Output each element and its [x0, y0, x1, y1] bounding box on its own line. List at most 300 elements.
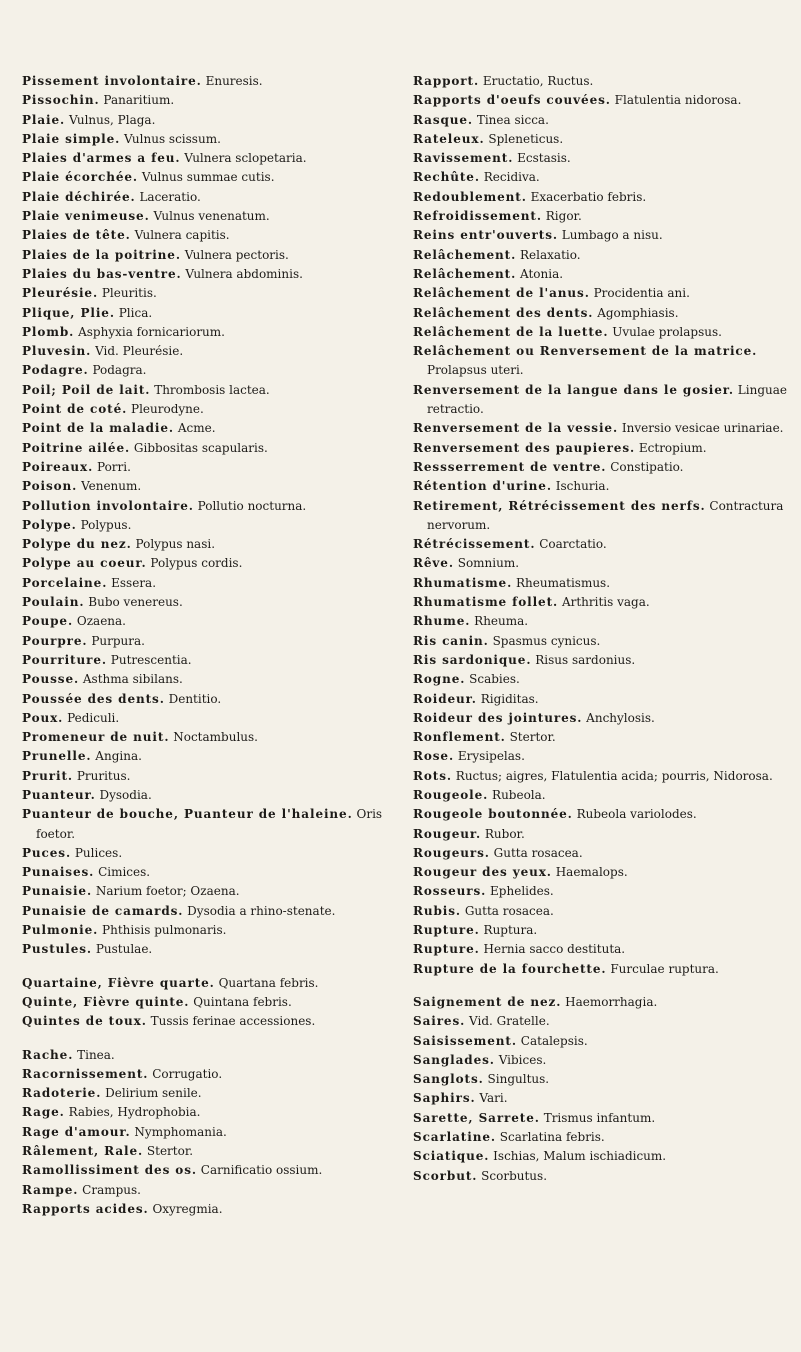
french-term: Pleurésie. [22, 286, 99, 301]
latin-equivalent: Risus sardonius. [535, 652, 636, 667]
french-term: Reins entr'ouverts. [413, 228, 558, 243]
dictionary-entry [413, 323, 793, 342]
dictionary-entry [22, 863, 392, 882]
french-term: Rampe. [22, 1182, 79, 1197]
dictionary-entry [413, 226, 793, 245]
latin-equivalent: Tussis ferinae accessiones. [150, 1014, 316, 1029]
latin-equivalent: Gibbositas scapularis. [133, 440, 268, 455]
french-term: Saignement de nez. [413, 994, 562, 1009]
dictionary-entry [22, 974, 392, 993]
french-term: Quinte, Fièvre quinte. [22, 994, 190, 1009]
french-term: Râlement, Rale. [22, 1144, 144, 1159]
dictionary-entry [22, 226, 392, 245]
latin-equivalent: Rubor. [484, 826, 525, 841]
french-term: Relâchement ou Renversement de la matrice. [413, 344, 758, 359]
latin-equivalent: Inversio vesicae urinariae. [621, 421, 784, 436]
french-term: Roideur des jointures. [413, 710, 583, 725]
dictionary-entry [22, 921, 392, 940]
french-term: Poupe. [22, 614, 74, 629]
latin-equivalent: Purpura. [91, 633, 145, 648]
dictionary-entry [413, 342, 793, 381]
french-term: Plaie simple. [22, 131, 121, 146]
dictionary-entry [22, 458, 392, 477]
latin-equivalent: Rigiditas. [480, 691, 539, 706]
latin-equivalent: Ectropium. [638, 440, 707, 455]
dictionary-entry [413, 690, 793, 709]
latin-equivalent: Haemalops. [555, 865, 628, 880]
dictionary-entry [413, 477, 793, 496]
latin-equivalent: Pruritus. [76, 768, 131, 783]
latin-equivalent: Stertor. [509, 730, 556, 745]
dictionary-entry [413, 304, 793, 323]
left-column [22, 72, 392, 1219]
latin-equivalent: Vulnera abdominis. [185, 266, 303, 281]
dictionary-entry [413, 805, 793, 824]
dictionary-entry [22, 381, 392, 400]
french-term: Rache. [22, 1047, 74, 1062]
french-term: Polype. [22, 517, 77, 532]
latin-equivalent: Vari. [479, 1091, 508, 1106]
latin-equivalent: Thrombosis lactea. [154, 382, 270, 397]
dictionary-entry [413, 246, 793, 265]
dictionary-entry [22, 670, 392, 689]
french-term: Rupture. [413, 923, 480, 938]
latin-equivalent: Dysodia a rhino-stenate. [187, 903, 336, 918]
dictionary-entry [413, 207, 793, 226]
latin-equivalent: Angina. [95, 749, 142, 764]
latin-equivalent: Rigor. [545, 209, 582, 224]
french-term: Plaie écorchée. [22, 170, 138, 185]
latin-equivalent: Scorbutus. [481, 1168, 548, 1183]
dictionary-entry [22, 323, 392, 342]
dictionary-entry [413, 188, 793, 207]
latin-equivalent: Coarctatio. [539, 537, 607, 552]
french-term: Plomb. [22, 324, 75, 339]
french-term: Pourriture. [22, 652, 107, 667]
latin-equivalent: Narium foetor; Ozaena. [95, 884, 240, 899]
french-term: Puanteur de bouche, Puanteur de l'haleine. [22, 807, 353, 822]
dictionary-entry [22, 1142, 392, 1161]
dictionary-entry [413, 651, 793, 670]
french-term: Rupture. [413, 942, 480, 957]
french-term: Roideur. [413, 691, 477, 706]
latin-equivalent: Procidentia ani. [593, 286, 690, 301]
latin-equivalent: Bubo venereus. [88, 595, 183, 610]
french-term: Pollution involontaire. [22, 498, 194, 513]
french-term: Sarette, Sarrete. [413, 1110, 540, 1125]
dictionary-entry [413, 72, 793, 91]
dictionary-entry [22, 304, 392, 323]
latin-equivalent: Essera. [111, 575, 157, 590]
french-term: Rougeole. [413, 787, 489, 802]
latin-equivalent: Crampus. [82, 1182, 141, 1197]
french-term: Podagre. [22, 363, 89, 378]
latin-equivalent: Delirium senile. [105, 1086, 202, 1101]
french-term: Polype au coeur. [22, 556, 147, 571]
french-term: Rapports acides. [22, 1201, 149, 1216]
dictionary-entry [22, 786, 392, 805]
dictionary-entry [413, 960, 793, 979]
dictionary-entry [413, 554, 793, 573]
latin-equivalent: Ischias, Malum ischiadicum. [493, 1149, 667, 1164]
french-term: Poil; Poil de lait. [22, 382, 151, 397]
section-p [22, 72, 392, 960]
dictionary-entry [22, 612, 392, 631]
french-term: Poux. [22, 710, 64, 725]
french-term: Rechûte. [413, 170, 480, 185]
dictionary-entry [22, 554, 392, 573]
dictionary-entry [22, 1161, 392, 1180]
french-term: Punaisie. [22, 884, 93, 899]
dictionary-entry [22, 477, 392, 496]
french-term: Radoterie. [22, 1086, 102, 1101]
latin-equivalent: Constipatio. [610, 459, 684, 474]
section-q [22, 974, 392, 1032]
dictionary-entry [22, 188, 392, 207]
dictionary-entry [22, 168, 392, 187]
french-term: Pousse. [22, 672, 80, 687]
dictionary-entry [22, 902, 392, 921]
dictionary-entry [22, 882, 392, 901]
french-term: Ris canin. [413, 633, 489, 648]
latin-equivalent: Haemorrhagia. [565, 994, 658, 1009]
dictionary-entry [413, 921, 793, 940]
latin-equivalent: Polypus cordis. [150, 556, 243, 571]
latin-equivalent: Polypus. [80, 517, 132, 532]
latin-equivalent: Vid. Pleurésie. [95, 344, 184, 359]
latin-equivalent: Erysipelas. [457, 749, 525, 764]
latin-equivalent: Dentitio. [168, 691, 222, 706]
french-term: Rupture de la fourchette. [413, 961, 607, 976]
dictionary-entry [22, 1046, 392, 1065]
french-term: Rougeur. [413, 826, 482, 841]
dictionary-entry [22, 593, 392, 612]
latin-equivalent: Carnificatio ossium. [200, 1163, 323, 1178]
french-term: Plaies de tête. [22, 228, 131, 243]
section-gap [22, 960, 392, 974]
dictionary-entry [413, 168, 793, 187]
french-term: Pissochin. [22, 93, 100, 108]
dictionary-entry [22, 747, 392, 766]
dictionary-entry [22, 767, 392, 786]
dictionary-entry [22, 265, 392, 284]
dictionary-entry [22, 535, 392, 554]
latin-equivalent: Atonia. [520, 266, 564, 281]
latin-equivalent: Lumbago a nisu. [561, 228, 663, 243]
french-term: Retirement, Rétrécissement des nerfs. [413, 498, 706, 513]
dictionary-entry [413, 1147, 793, 1166]
latin-equivalent: Arthritis vaga. [561, 595, 650, 610]
latin-equivalent: Tinea. [77, 1047, 115, 1062]
french-term: Prurit. [22, 768, 73, 783]
latin-equivalent: Venenum. [81, 479, 142, 494]
latin-equivalent: Corrugatio. [152, 1066, 223, 1081]
dictionary-entry [413, 1167, 793, 1186]
french-term: Punaisie de camards. [22, 903, 184, 918]
latin-equivalent: Furculae ruptura. [610, 961, 719, 976]
dictionary-entry [413, 728, 793, 747]
dictionary-entry [22, 246, 392, 265]
latin-equivalent: Podagra. [92, 363, 147, 378]
latin-equivalent: Asthma sibilans. [82, 672, 183, 687]
dictionary-entry [22, 940, 392, 959]
dictionary-entry [413, 670, 793, 689]
french-term: Prunelle. [22, 749, 92, 764]
latin-equivalent: Prolapsus uteri. [427, 363, 524, 378]
french-term: Redoublement. [413, 189, 527, 204]
french-term: Point de coté. [22, 402, 128, 417]
french-term: Plaie. [22, 112, 66, 127]
dictionary-entry [22, 844, 392, 863]
dictionary-entry [22, 400, 392, 419]
french-term: Plique, Plie. [22, 305, 115, 320]
latin-equivalent: Exacerbatio febris. [530, 189, 647, 204]
dictionary-entry [22, 709, 392, 728]
french-term: Rêve. [413, 556, 454, 571]
latin-equivalent: Uvulae prolapsus. [612, 324, 722, 339]
latin-equivalent: Laceratio. [139, 189, 201, 204]
french-term: Rougeur des yeux. [413, 865, 552, 880]
latin-equivalent: Ischuria. [555, 479, 610, 494]
french-term: Rogne. [413, 672, 466, 687]
dictionary-entry [22, 111, 392, 130]
french-term: Ravissement. [413, 151, 514, 166]
latin-equivalent: Gutta rosacea. [493, 845, 583, 860]
dictionary-entry [413, 882, 793, 901]
french-term: Poulain. [22, 595, 85, 610]
section-gap [413, 979, 793, 993]
french-term: Ronflement. [413, 730, 506, 745]
dictionary-entry [22, 993, 392, 1012]
latin-equivalent: Ozaena. [76, 614, 126, 629]
dictionary-entry [413, 284, 793, 303]
french-term: Refroidissement. [413, 209, 542, 224]
latin-equivalent: Flatulentia nidorosa. [614, 93, 742, 108]
french-term: Renversement de la langue dans le gosier. [413, 382, 734, 397]
french-term: Saisissement. [413, 1033, 517, 1048]
latin-equivalent: Somnium. [457, 556, 520, 571]
latin-equivalent: Eructatio, Ructus. [482, 74, 594, 88]
latin-equivalent: Scarlatina febris. [499, 1130, 605, 1145]
dictionary-entry [413, 1070, 793, 1089]
dictionary-entry [413, 747, 793, 766]
french-term: Pluvesin. [22, 344, 92, 359]
latin-equivalent: Pustulae. [95, 942, 153, 957]
french-term: Rhume. [413, 614, 471, 629]
french-term: Scarlatine. [413, 1130, 496, 1145]
dictionary-entry [22, 149, 392, 168]
french-term: Plaie déchirée. [22, 189, 136, 204]
dictionary-entry [413, 265, 793, 284]
dictionary-entry [22, 342, 392, 361]
french-term: Poitrine ailée. [22, 440, 131, 455]
section-gap [22, 1032, 392, 1046]
french-term: Ris sardonique. [413, 652, 532, 667]
french-term: Renversement de la vessie. [413, 421, 619, 436]
dictionary-entry [22, 419, 392, 438]
french-term: Relâchement des dents. [413, 305, 594, 320]
latin-equivalent: Plica. [118, 305, 153, 320]
dictionary-entry [22, 632, 392, 651]
dictionary-entry [413, 1128, 793, 1147]
french-term: Plaies du bas-ventre. [22, 266, 182, 281]
dictionary-entry [22, 91, 392, 110]
dictionary-entry [413, 863, 793, 882]
french-term: Plaies de la poitrine. [22, 247, 181, 262]
latin-equivalent: Contractura nervorum. [427, 498, 784, 532]
dictionary-entry [22, 72, 392, 91]
latin-equivalent: Spasmus cynicus. [492, 633, 601, 648]
latin-equivalent: Scabies. [469, 672, 520, 687]
french-term: Sciatique. [413, 1149, 490, 1164]
dictionary-entry [22, 1123, 392, 1142]
french-term: Poireaux. [22, 459, 94, 474]
dictionary-entry [413, 497, 793, 536]
french-term: Rose. [413, 749, 455, 764]
french-term: Rhumatisme follet. [413, 595, 559, 610]
french-term: Pourpre. [22, 633, 88, 648]
dictionary-entry [413, 458, 793, 477]
dictionary-entry [22, 1200, 392, 1219]
latin-equivalent: Ecstasis. [517, 151, 571, 166]
section-r-continued [413, 72, 793, 979]
latin-equivalent: Gutta rosacea. [464, 903, 554, 918]
french-term: Promeneur de nuit. [22, 730, 170, 745]
latin-equivalent: Vid. Gratelle. [469, 1014, 550, 1029]
dictionary-entry [22, 574, 392, 593]
dictionary-entry [413, 709, 793, 728]
dictionary-entry [22, 361, 392, 380]
dictionary-entry [413, 940, 793, 959]
french-term: Relâchement de l'anus. [413, 286, 590, 301]
latin-equivalent: Hernia sacco destituta. [483, 942, 626, 957]
french-term: Rougeole boutonnée. [413, 807, 573, 822]
french-term: Pustules. [22, 942, 92, 957]
french-term: Sanglades. [413, 1052, 495, 1067]
french-term: Quintes de toux. [22, 1014, 147, 1029]
latin-equivalent: Rubeola variolodes. [576, 807, 697, 822]
french-term: Relâchement. [413, 266, 517, 281]
french-term: Saires. [413, 1014, 466, 1029]
dictionary-entry [413, 786, 793, 805]
dictionary-entry [22, 1084, 392, 1103]
dictionary-entry [413, 1032, 793, 1051]
latin-equivalent: Pollutio nocturna. [197, 498, 307, 513]
french-term: Rétrécissement. [413, 537, 536, 552]
french-term: Rasque. [413, 112, 474, 127]
dictionary-entry [22, 284, 392, 303]
dictionary-entry [413, 1012, 793, 1031]
latin-equivalent: Quintana febris. [193, 994, 292, 1009]
dictionary-entry [413, 612, 793, 631]
latin-equivalent: Pleuritis. [101, 286, 157, 301]
latin-equivalent: Porri. [96, 459, 131, 474]
french-term: Relâchement. [413, 247, 517, 262]
latin-equivalent: Recidiva. [483, 170, 540, 185]
right-column [413, 72, 793, 1186]
latin-equivalent: Panaritium. [103, 93, 175, 108]
french-term: Renversement des paupieres. [413, 440, 636, 455]
dictionary-entry [413, 593, 793, 612]
dictionary-entry [413, 419, 793, 438]
latin-equivalent: Vulnus summae cutis. [141, 170, 275, 185]
dictionary-entry [413, 535, 793, 554]
french-term: Rhumatisme. [413, 575, 513, 590]
dictionary-entry [413, 632, 793, 651]
dictionary-entry [413, 1089, 793, 1108]
french-term: Rage d'amour. [22, 1124, 131, 1139]
latin-equivalent: Acme. [177, 421, 216, 436]
latin-equivalent: Relaxatio. [520, 247, 581, 262]
section-s [413, 993, 793, 1186]
latin-equivalent: Ruptura. [483, 923, 538, 938]
latin-equivalent: Vulnera pectoris. [184, 247, 289, 262]
french-term: Rots. [413, 768, 452, 783]
latin-equivalent: Ructus; aigres, Flatulentia acida; pourris, Nidorosa. [455, 768, 773, 783]
latin-equivalent: Vulnus venenatum. [153, 209, 270, 224]
french-term: Polype du nez. [22, 537, 132, 552]
latin-equivalent: Asphyxia fornicariorum. [78, 324, 225, 339]
latin-equivalent: Agomphiasis. [597, 305, 679, 320]
french-term: Plaie venimeuse. [22, 209, 150, 224]
latin-equivalent: Dysodia. [99, 787, 152, 802]
french-term: Pissement involontaire. [22, 74, 202, 88]
french-term: Point de la maladie. [22, 421, 174, 436]
dictionary-entry [413, 91, 793, 110]
dictionary-entry [22, 207, 392, 226]
french-term: Puanteur. [22, 787, 96, 802]
french-term: Rougeurs. [413, 845, 490, 860]
french-term: Rage. [22, 1105, 65, 1120]
french-term: Porcelaine. [22, 575, 108, 590]
latin-equivalent: Cimices. [98, 865, 151, 880]
dictionary-entry [22, 516, 392, 535]
dictionary-entry [22, 1181, 392, 1200]
french-term: Saphirs. [413, 1091, 476, 1106]
french-term: Ressserrement de ventre. [413, 459, 607, 474]
latin-equivalent: Catalepsis. [520, 1033, 588, 1048]
latin-equivalent: Ephelides. [490, 884, 554, 899]
dictionary-entry [413, 439, 793, 458]
latin-equivalent: Vulnus, Plaga. [68, 112, 156, 127]
latin-equivalent: Polypus nasi. [135, 537, 216, 552]
latin-equivalent: Quartana febris. [218, 975, 319, 990]
dictionary-entry [22, 1103, 392, 1122]
latin-equivalent: Enuresis. [205, 74, 263, 88]
french-term: Rapport. [413, 74, 480, 88]
latin-equivalent: Putrescentia. [110, 652, 192, 667]
latin-equivalent: Pediculi. [67, 710, 120, 725]
dictionary-entry [22, 439, 392, 458]
french-term: Plaies d'armes a feu. [22, 151, 181, 166]
dictionary-entry [22, 728, 392, 747]
dictionary-entry [413, 1109, 793, 1128]
latin-equivalent: Rheumatismus. [516, 575, 611, 590]
latin-equivalent: Vulnus scissum. [124, 131, 221, 146]
french-term: Rosseurs. [413, 884, 487, 899]
french-term: Quartaine, Fièvre quarte. [22, 975, 215, 990]
dictionary-entry [413, 844, 793, 863]
latin-equivalent: Stertor. [146, 1144, 194, 1159]
french-term: Relâchement de la luette. [413, 324, 609, 339]
dictionary-entry [413, 149, 793, 168]
latin-equivalent: Noctambulus. [173, 730, 258, 745]
section-r [22, 1046, 392, 1220]
dictionary-entry [22, 1012, 392, 1031]
latin-equivalent: Pleurodyne. [131, 402, 204, 417]
latin-equivalent: Pulices. [74, 845, 123, 860]
french-term: Poison. [22, 479, 78, 494]
